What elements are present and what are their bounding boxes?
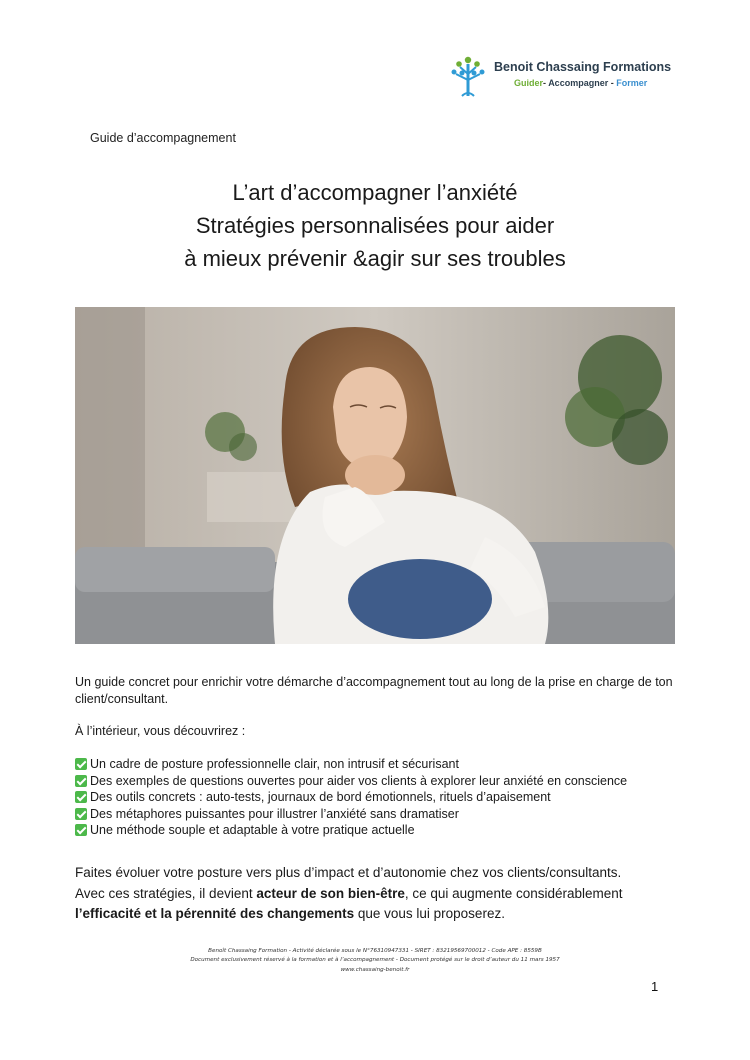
inside-heading: À l’intérieur, vous découvrirez : [75, 724, 246, 738]
tagline-separator: - [543, 78, 549, 88]
closing-text: Avec ces stratégies, il devient [75, 885, 257, 901]
list-item [75, 756, 675, 773]
footer-website-link[interactable]: www.chassaing-benoit.fr [340, 966, 410, 973]
title-line-3: à mieux prévenir &agir sur ses troubles [184, 246, 566, 271]
tagline-former: Former [616, 78, 648, 88]
title-line-1: L’art d’accompagner l’anxiété [232, 180, 518, 205]
tree-of-people-icon [448, 52, 488, 98]
brand-name: Benoit Chassaing Formations [494, 60, 672, 74]
closing-paragraph [75, 863, 675, 925]
page-title [0, 176, 750, 275]
feature-text: Des outils concrets : auto-tests, journaux de bord émotionnels, rituels d’apaisement [90, 790, 551, 804]
hero-photo [75, 307, 675, 644]
list-item [75, 806, 675, 823]
closing-line-2 [75, 884, 675, 905]
footer-copyright-line: Document exclusivement réservé à la formation et à l’accompagnement - Document protégé sur le droit d’auteur du 11 mars 1957 [190, 957, 560, 964]
pensive-woman-illustration [75, 307, 675, 644]
feature-text: Des métaphores puissantes pour illustrer l’anxiété sans dramatiser [90, 806, 459, 821]
footer-legal-line: Benoît Chassaing Formation - Activité déclarée sous le N°76310947331 - SIRET : 83219569700012 - Code APE : 8559B [208, 948, 542, 954]
checkmark-icon [75, 824, 87, 836]
checkmark-icon [75, 791, 87, 803]
checkmark-icon [75, 775, 87, 787]
feature-list [75, 756, 675, 839]
checkmark-icon [75, 808, 87, 820]
checkmark-icon [75, 758, 87, 770]
brand-tagline [514, 78, 647, 88]
intro-paragraph: Un guide concret pour enrichir votre démarche d’accompagnement tout au long de la prise en charge de ton client/consultant. [75, 675, 673, 706]
page-footer [0, 947, 750, 975]
closing-emphasis: acteur de son bien-être [256, 885, 405, 901]
feature-text: Une méthode souple et adaptable à votre pratique actuelle [90, 823, 415, 837]
tagline-accompagner: Accompagner [548, 78, 609, 88]
page-number: 1 [651, 979, 659, 994]
brand-logo [448, 52, 688, 98]
tagline-guider: Guider [514, 78, 544, 88]
feature-text: Des exemples de questions ouvertes pour aider vos clients à explorer leur anxiété en conscience [90, 773, 628, 788]
document-label: Guide d’accompagnement [90, 131, 236, 145]
feature-text: Un cadre de posture professionnelle clair, non intrusif et sécurisant [90, 757, 459, 771]
closing-line-3 [75, 904, 675, 925]
tagline-separator: - [608, 78, 617, 88]
closing-text: que vous lui proposerez. [354, 906, 505, 921]
list-item [75, 822, 675, 839]
list-item [75, 789, 675, 806]
closing-text: , ce qui augmente considérablement [404, 885, 623, 901]
list-item [75, 773, 675, 790]
closing-line-1: Faites évoluer votre posture vers plus d’impact et d’autonomie chez vos clients/consultants. [75, 865, 622, 880]
title-line-2: Stratégies personnalisées pour aider [195, 213, 555, 238]
closing-emphasis: l’efficacité et la pérennité des changements [75, 906, 355, 921]
